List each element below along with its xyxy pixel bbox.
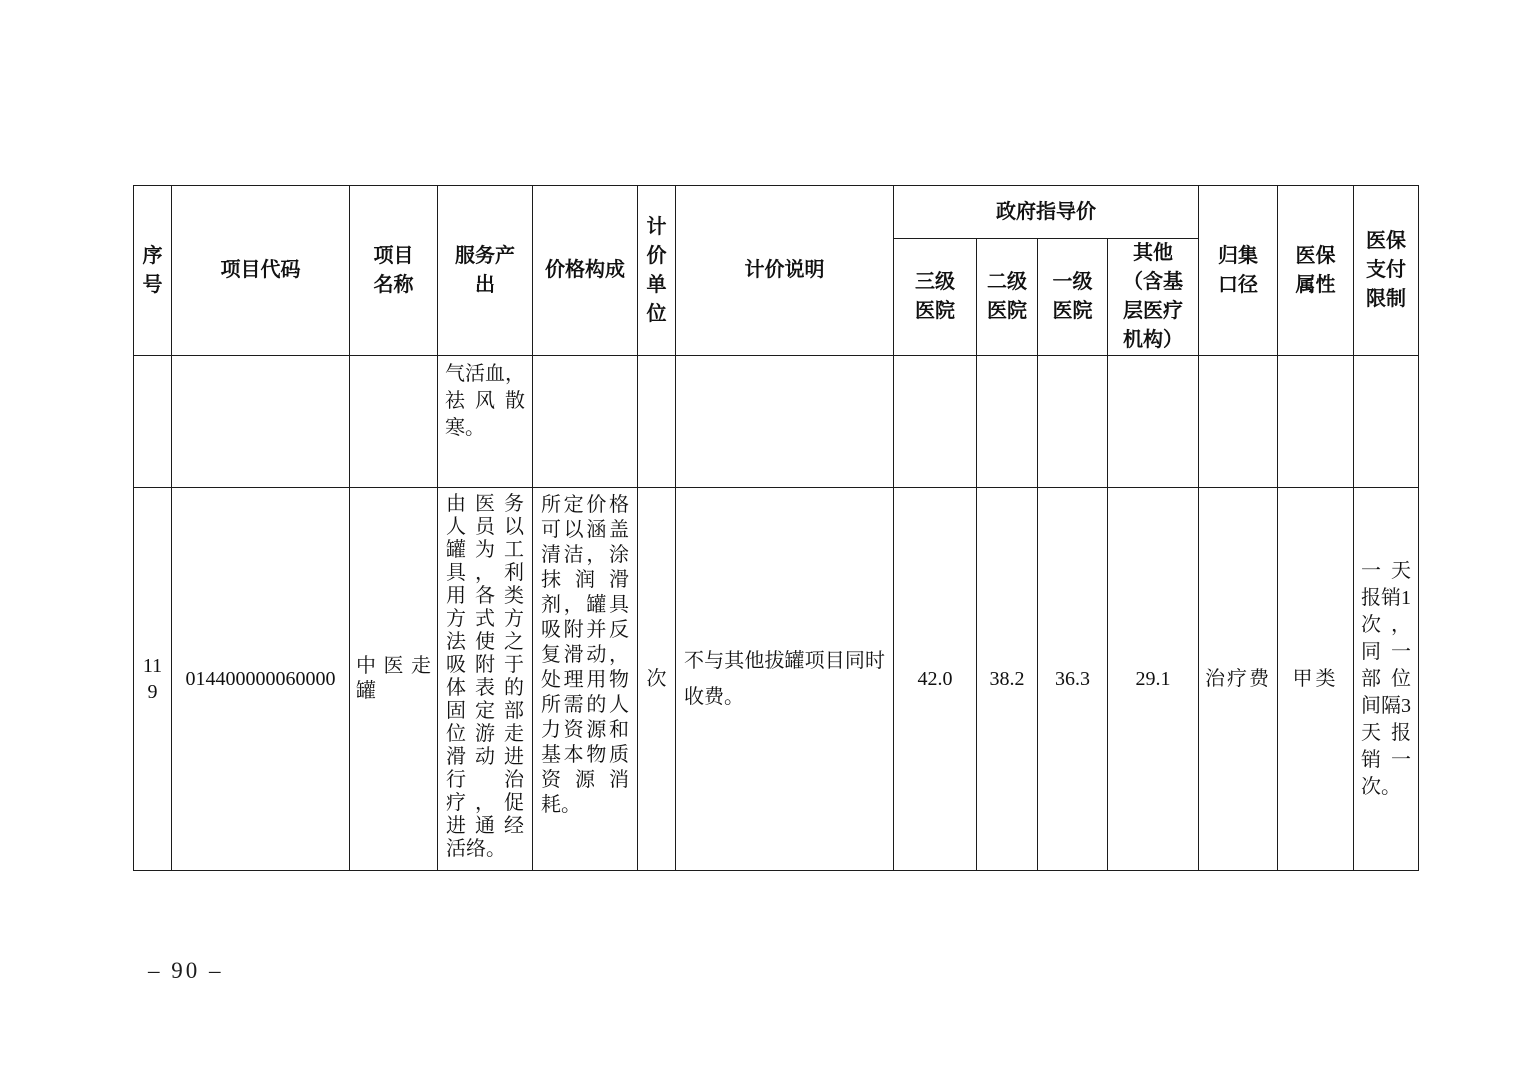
header-tier2-hospital: 二级医院 — [977, 239, 1038, 356]
cell-pricing-note — [676, 356, 894, 488]
header-insurance-limit: 医保支付限制 — [1354, 186, 1419, 356]
header-row-top — [134, 186, 1419, 239]
cell-tier2-price — [977, 356, 1038, 488]
cell-tier1-price: 36.3 — [1038, 488, 1108, 871]
cell-price-composition — [533, 356, 638, 488]
header-service-output: 服务产出 — [438, 186, 533, 356]
medical-service-price-table — [133, 185, 1419, 871]
cell-other-price — [1108, 356, 1199, 488]
cell-serial: 119 — [134, 488, 172, 871]
cell-insurance-limit: 一天报销1次，同一部位间隔3天报销一次。 — [1354, 488, 1419, 871]
cell-pricing-note: 不与其他拔罐项目同时收费。 — [676, 488, 894, 871]
header-tier1-hospital: 一级医院 — [1038, 239, 1108, 356]
header-project-code: 项目代码 — [172, 186, 350, 356]
cell-tier1-price — [1038, 356, 1108, 488]
cell-price-composition: 所定价格可以涵盖清洁，涂抹润滑剂，罐具吸附并反复滑动，处理用物所需的人力资源和基本物质资源消耗。 — [533, 488, 638, 871]
cell-insurance-attr — [1278, 356, 1354, 488]
cell-tier2-price: 38.2 — [977, 488, 1038, 871]
header-serial: 序号 — [134, 186, 172, 356]
cell-project-code: 014400000060000 — [172, 488, 350, 871]
cell-project-name: 中医走罐 — [350, 488, 438, 871]
table-row-continuation — [134, 356, 1419, 488]
header-cost-category: 归集口径 — [1199, 186, 1278, 356]
cell-insurance-limit — [1354, 356, 1419, 488]
cell-serial — [134, 356, 172, 488]
header-pricing-unit: 计价单位 — [638, 186, 676, 356]
cell-service-output: 气活血，祛风散寒。 — [438, 356, 533, 488]
cell-pricing-unit — [638, 356, 676, 488]
cell-pricing-unit: 次 — [638, 488, 676, 871]
header-other-institutions: 其他（含基层医疗机构） — [1108, 239, 1199, 356]
header-pricing-note: 计价说明 — [676, 186, 894, 356]
cell-service-output: 由医务人员以罐为工具，利用各类方式方法使之吸附于体表的固定部位游走滑动进行治疗，促进通经活络。 — [438, 488, 533, 871]
header-price-composition: 价格构成 — [533, 186, 638, 356]
cell-cost-category — [1199, 356, 1278, 488]
table-body — [134, 356, 1419, 871]
table-header — [134, 186, 1419, 356]
cell-project-code — [172, 356, 350, 488]
cell-tier3-price — [894, 356, 977, 488]
header-gov-guided-price: 政府指导价 — [894, 186, 1199, 239]
page-number: – 90 – — [148, 958, 224, 983]
cell-project-name — [350, 356, 438, 488]
cell-other-price: 29.1 — [1108, 488, 1199, 871]
cell-tier3-price: 42.0 — [894, 488, 977, 871]
header-project-name: 项目名称 — [350, 186, 438, 356]
cell-cost-category: 治疗费 — [1199, 488, 1278, 871]
cell-insurance-attr: 甲类 — [1278, 488, 1354, 871]
table-row-item-119 — [134, 488, 1419, 871]
header-tier3-hospital: 三级医院 — [894, 239, 977, 356]
header-insurance-attr: 医保属性 — [1278, 186, 1354, 356]
